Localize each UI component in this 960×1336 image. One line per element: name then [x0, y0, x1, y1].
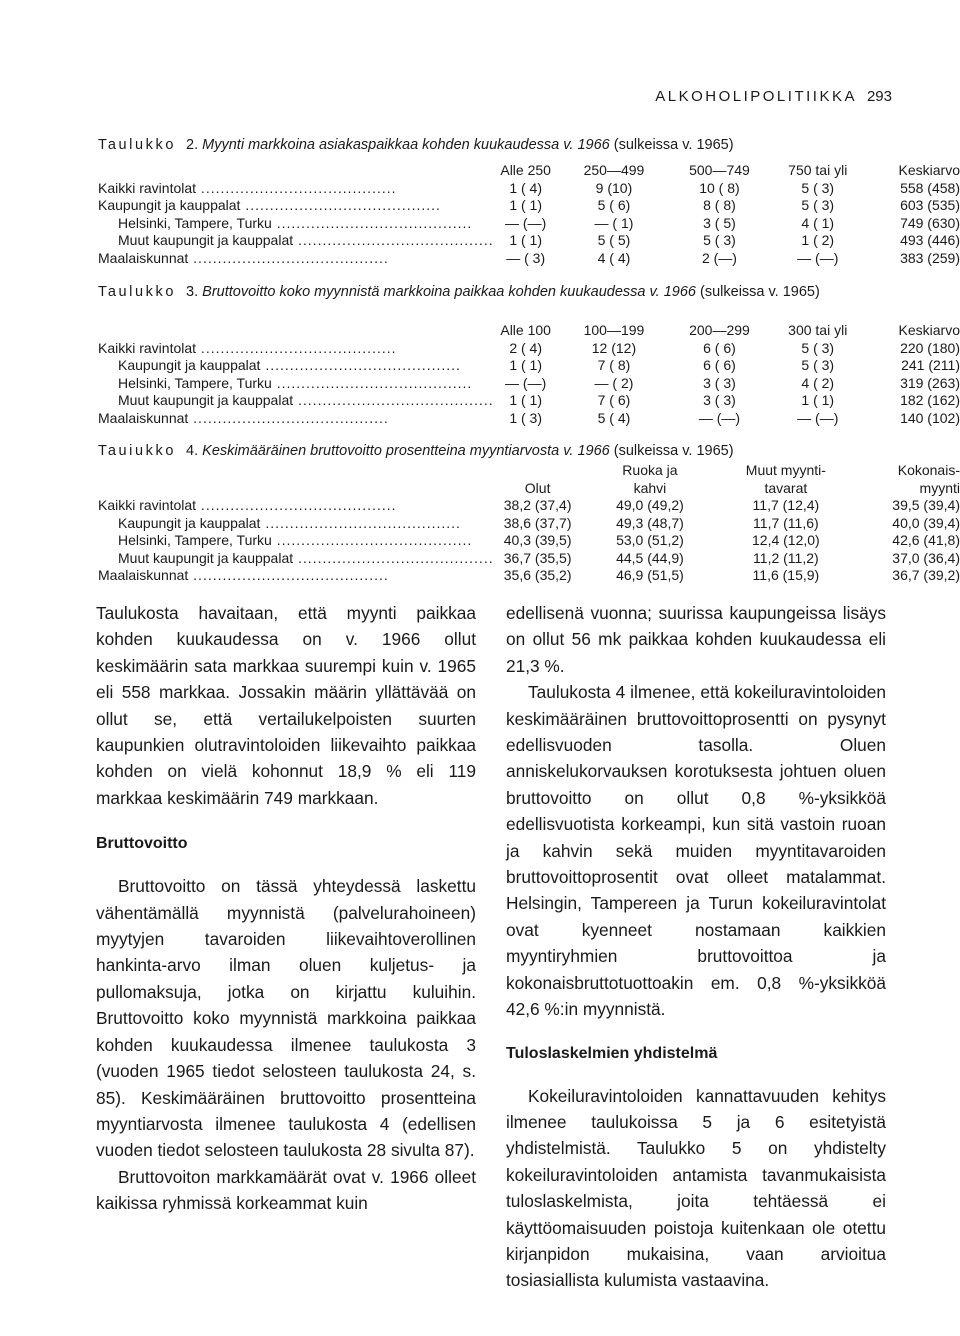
- table-cell: 241 (211): [901, 357, 960, 373]
- table3-col-header: 100—199: [583, 322, 645, 338]
- table-cell: 38,6 (37,7): [503, 514, 572, 531]
- table2-number: 2.: [186, 137, 199, 153]
- leader-dots: ........................................: [271, 532, 473, 548]
- row-label-cell: [98, 232, 494, 250]
- row-label-cell: [98, 532, 494, 550]
- table3-header-stub: [98, 322, 494, 340]
- row-label: Kaupungit ja kauppalat: [98, 197, 241, 213]
- table-cell: 40,0 (39,4): [892, 514, 960, 531]
- leader-dots: ........................................: [188, 409, 389, 426]
- table-cell: 10 ( 8): [699, 179, 740, 196]
- table-row: [98, 410, 960, 428]
- table-cell: 11,7 (11,6): [753, 514, 819, 531]
- row-label: Kaikki ravintolat: [98, 339, 197, 356]
- table-cell: 5 ( 3): [703, 232, 736, 248]
- leader-dots: ........................................: [188, 249, 389, 266]
- table2-col-header: Keskiarvo: [898, 162, 960, 178]
- table-cell: 49,3 (48,7): [616, 514, 684, 531]
- table2-header-stub: [98, 162, 494, 180]
- table-cell: 5 ( 5): [597, 232, 631, 248]
- table3-body: [98, 340, 960, 428]
- table-row: [98, 550, 960, 568]
- row-label: Muut kaupungit ja kauppalat: [118, 392, 294, 408]
- table-cell: 9 (10): [595, 179, 633, 196]
- table-cell: 603 (535): [900, 197, 960, 213]
- row-label: Kaupungit ja kauppalat: [118, 514, 261, 531]
- leader-dots: ........................................: [196, 497, 397, 513]
- table4-col-header: myynti: [919, 479, 960, 496]
- table-cell: 5 ( 3): [801, 197, 835, 213]
- row-label: Kaupungit ja kauppalat: [118, 357, 261, 373]
- table4-col-header: Muut myynti-: [745, 462, 826, 478]
- table-cell: 6 ( 6): [703, 339, 736, 356]
- row-label-cell: [98, 567, 494, 585]
- table2-note: (sulkeissa v. 1965): [613, 137, 734, 153]
- table4-note: (sulkeissa v. 1965): [613, 443, 734, 459]
- leader-dots: ........................................: [260, 514, 461, 531]
- row-label-cell: [98, 497, 494, 515]
- table2-label: Taulukko: [98, 137, 177, 153]
- table-cell: 8 ( 8): [703, 197, 736, 213]
- paragraph: edellisenä vuonna; suurissa kaupungeissa lisäys on ollut 56 mk paikkaa kohden kuukaudessa eli 21,3 %.: [506, 603, 886, 676]
- table-row: [98, 180, 960, 198]
- row-label: Helsinki, Tampere, Turku: [118, 214, 272, 231]
- table4-col-header: kahvi: [633, 479, 667, 496]
- table-row: [98, 515, 960, 533]
- table-cell: 3 ( 3): [703, 392, 736, 408]
- table-cell: 46,9 (51,5): [616, 567, 684, 583]
- table-cell: 3 ( 5): [703, 214, 736, 231]
- table-cell: 36,7 (35,5): [503, 549, 572, 566]
- table4-body: [98, 497, 960, 585]
- table4-header-stub: [98, 462, 494, 480]
- table3-col-header: Keskiarvo: [898, 322, 960, 338]
- row-label-cell: [98, 357, 494, 375]
- row-label-cell: [98, 550, 494, 568]
- running-head: [655, 88, 892, 105]
- page-number: 293: [866, 88, 892, 105]
- table-row: [98, 532, 960, 550]
- table-cell: — (—): [698, 409, 741, 426]
- table3-col-header: 200—299: [689, 322, 750, 338]
- table-cell: 2 (—): [701, 249, 737, 266]
- table2-header-row: [98, 162, 960, 180]
- row-label-cell: [98, 375, 494, 393]
- table4-header-row-1: [98, 462, 960, 480]
- row-label-cell: [98, 340, 494, 358]
- table-cell: 558 (458): [900, 179, 960, 196]
- row-label: Helsinki, Tampere, Turku: [118, 532, 272, 548]
- table-cell: 12 (12): [591, 339, 637, 356]
- table-cell: 5 ( 3): [801, 357, 835, 373]
- table-row: [98, 232, 960, 250]
- row-label-cell: [98, 392, 494, 410]
- leader-dots: ........................................: [293, 232, 494, 248]
- table-cell: 36,7 (39,2): [892, 567, 960, 583]
- table3-header-row: [98, 322, 960, 340]
- row-label: Kaikki ravintolat: [98, 497, 197, 513]
- table-cell: 4 ( 2): [801, 374, 835, 391]
- table-cell: 493 (446): [900, 232, 960, 248]
- table-cell: 1 ( 1): [509, 392, 542, 408]
- paragraph: Taulukosta havaitaan, että myynti paikkaa kohden kuukaudessa on v. 1966 ollut keskimäärin sata markkaa suurempi kuin v. 1965 eli 558 markkaa. Jossakin määrin yllättävää on ollut se, että vertailukelpoisten suurten kaupunkien olutravintoloiden liikevaihto paikkaa kohden on vielä kohonnut 18,9 % eli 119 markkaa keskimäärin 749 markkaan.: [96, 603, 476, 808]
- table-cell: 2 ( 4): [509, 339, 542, 356]
- table3-label: Taulukko: [98, 284, 177, 300]
- table-cell: 140 (102): [900, 409, 960, 426]
- table4-col-header: Ruoka ja: [622, 462, 678, 478]
- paragraph: Bruttovoitto on tässä yhteydessä laskettu vähentämällä myynnistä (palvelurahoineen) myytyjen tavaroiden liikevaihtoverollinen hankinta-arvo ilman oluen kuljetus- ja pullomaksuja, jotka on kirjattu kuluihin. Bruttovoitto koko myynnistä markkoina paikkaa kohden kuukaudessa ilmenee taulukosta 3 (vuoden 1965 tiedot selosteen taulukosta 24, s. 85). Keskimääräinen bruttovoitto prosentteina myyntiarvosta ilmenee taulukosta 4 (edellisen vuoden tiedot selosteen taulukosta 28 sivulta 87).: [96, 876, 476, 1161]
- table-cell: 182 (162): [900, 392, 960, 408]
- leader-dots: ........................................: [196, 339, 397, 356]
- table3-title: Bruttovoitto koko myynnistä markkoina paikkaa kohden kuukaudessa v. 1966: [202, 284, 696, 300]
- table4-header-row-2: [98, 480, 960, 498]
- table4-number: 4.: [186, 443, 199, 459]
- table3-col-header: Alle 100: [500, 322, 551, 338]
- left-column: [96, 600, 476, 1217]
- table2-col-header: 500—749: [689, 162, 750, 178]
- table4-caption: [98, 442, 890, 460]
- row-label: Maalaiskunnat: [98, 409, 189, 426]
- table-cell: — ( 1): [594, 214, 634, 231]
- table3-note: (sulkeissa v. 1965): [700, 284, 820, 300]
- table-cell: 1 ( 1): [801, 392, 835, 408]
- table4: [98, 462, 960, 585]
- table-cell: 383 (259): [900, 249, 960, 266]
- paragraph: Bruttovoiton markkamäärät ovat v. 1966 olleet kaikissa ryhmissä korkeammat kuin: [96, 1166, 476, 1214]
- table-row: [98, 497, 960, 515]
- table4-col-header: Kokonais-: [897, 462, 960, 478]
- table-cell: — (—): [505, 374, 547, 391]
- table3-number: 3.: [186, 284, 199, 300]
- table-cell: 319 (263): [900, 374, 960, 391]
- table3: [98, 322, 960, 427]
- row-label: Muut kaupungit ja kauppalat: [118, 232, 294, 248]
- table2-col-header: 250—499: [583, 162, 645, 178]
- table-cell: 1 ( 1): [509, 357, 542, 373]
- row-label: Kaikki ravintolat: [98, 179, 197, 196]
- table4-title: Keskimääräinen bruttovoitto prosentteina myyntiarvosta v. 1966: [202, 443, 610, 459]
- table-cell: 4 ( 1): [801, 214, 835, 231]
- leader-dots: ........................................: [293, 549, 494, 566]
- row-label-cell: [98, 410, 494, 428]
- row-label: Maalaiskunnat: [98, 249, 189, 266]
- leader-dots: ........................................: [293, 392, 494, 408]
- table-cell: 11,2 (11,2): [753, 549, 819, 566]
- table-cell: 1 ( 4): [509, 179, 542, 196]
- table-cell: 1 ( 1): [509, 197, 542, 213]
- leader-dots: ........................................: [188, 567, 389, 583]
- table-cell: 1 ( 1): [509, 232, 542, 248]
- table-cell: 38,2 (37,4): [503, 497, 572, 513]
- section-heading-bruttovoitto: Bruttovoitto: [96, 835, 188, 853]
- table2-col-header: 750 tai yli: [788, 162, 848, 178]
- leader-dots: ........................................: [271, 374, 473, 391]
- table2-caption: [98, 136, 890, 154]
- table-cell: 12,4 (12,0): [752, 532, 820, 548]
- table-cell: 5 ( 4): [597, 409, 631, 426]
- table-cell: 749 (630): [900, 214, 960, 231]
- table-cell: 5 ( 3): [801, 339, 835, 356]
- table4-col-header: [494, 462, 582, 480]
- table-cell: 220 (180): [900, 339, 960, 356]
- table-cell: 53,0 (51,2): [616, 532, 684, 548]
- table2-title: Myynti markkoina asiakaspaikkaa kohden kuukaudessa v. 1966: [202, 137, 610, 153]
- table-cell: 5 ( 6): [597, 197, 631, 213]
- row-label: Maalaiskunnat: [98, 567, 189, 583]
- table-cell: 49,0 (49,2): [616, 497, 684, 513]
- table-cell: — ( 3): [506, 249, 546, 266]
- table2-col-header: Alle 250: [500, 162, 551, 178]
- table-cell: 11,7 (12,4): [752, 497, 820, 513]
- table-row: [98, 375, 960, 393]
- table-cell: 6 ( 6): [703, 357, 736, 373]
- table-cell: — (—): [797, 249, 839, 266]
- table3-col-header: 300 tai yli: [788, 322, 848, 338]
- table4-header-stub: [98, 480, 494, 498]
- table3-caption: [98, 283, 890, 301]
- table-cell: 39,5 (39,4): [892, 497, 960, 513]
- row-label-cell: [98, 515, 494, 533]
- right-column: [506, 600, 886, 1294]
- section-heading-tuloslaskelmien: Tuloslaskelmien yhdistelmä: [506, 1044, 718, 1062]
- table-row: [98, 567, 960, 585]
- table4-col-header: Olut: [524, 479, 551, 496]
- table-cell: 5 ( 3): [801, 179, 835, 196]
- row-label-cell: [98, 180, 494, 198]
- table-cell: 11,6 (15,9): [752, 567, 820, 583]
- table2-body: [98, 180, 960, 268]
- table-cell: 7 ( 8): [597, 357, 631, 373]
- table4-label: Tauiukko: [98, 443, 177, 459]
- leader-dots: ........................................: [240, 197, 441, 213]
- table-cell: — ( 2): [594, 374, 634, 391]
- table4-col-header: tavarat: [764, 479, 808, 496]
- leader-dots: ........................................: [196, 179, 397, 196]
- table-cell: — (—): [505, 214, 547, 231]
- table-row: [98, 197, 960, 215]
- row-label-cell: [98, 250, 494, 268]
- table-row: [98, 250, 960, 268]
- row-label-cell: [98, 197, 494, 215]
- table-cell: 7 ( 6): [597, 392, 631, 408]
- row-label: Helsinki, Tampere, Turku: [118, 374, 272, 391]
- journal-title: ALKOHOLIPOLITIIKKA: [655, 88, 857, 105]
- paragraph: Kokeiluravintoloiden kannattavuuden kehitys ilmenee taulukoissa 5 ja 6 esitetyistä yhdistelmistä. Taulukko 5 on yhdistelty kokeiluravintoloiden antamista tavanmukaisista tuloslaskelmista, joita tehtäessä ei käyttöomaisuuden poistoja kuitenkaan ole otettu kirjanpidon mukaisina, vaan arvioitua tosiasiallista kulumista vastaavina.: [506, 1085, 886, 1291]
- leader-dots: ........................................: [260, 357, 461, 373]
- table-cell: 44,5 (44,9): [616, 549, 684, 566]
- table-cell: 3 ( 3): [703, 374, 736, 391]
- leader-dots: ........................................: [271, 214, 473, 231]
- row-label-cell: [98, 215, 494, 233]
- table-cell: 1 ( 2): [801, 232, 835, 248]
- table-cell: 40,3 (39,5): [503, 532, 572, 548]
- table-row: [98, 357, 960, 375]
- table-row: [98, 340, 960, 358]
- table-cell: 35,6 (35,2): [503, 567, 572, 583]
- table-cell: 37,0 (36,4): [892, 549, 960, 566]
- paragraph: Taulukosta 4 ilmenee, että kokeiluravintoloiden keskimääräinen bruttovoittoprosentti on pysynyt edellisvuoden tasolla. Oluen anniskelukorvauksen korotuksesta johtuen oluen bruttovoitto on ollut 0,8 %-yksikköä edellisvuotista korkeampi, kun sitä vastoin ruoan ja kahvin sekä muiden myyntitavaroiden bruttovoittoprosentit ovat olleet matalammat. Helsingin, Tampereen ja Turun kokeiluravintolat ovat kyenneet nostamaan kaikkien myyntiryhmien bruttovoittoa ja kokonaisbruttotuottoakin em. 0,8 %-yksikköä 42,6 %:in myynnistä.: [506, 682, 886, 1020]
- table-cell: 42,6 (41,8): [892, 532, 960, 548]
- row-label: Muut kaupungit ja kauppalat: [118, 549, 294, 566]
- table-cell: — (—): [797, 409, 839, 426]
- table-row: [98, 215, 960, 233]
- table-cell: 4 ( 4): [597, 249, 631, 266]
- table-cell: 1 ( 3): [509, 409, 542, 426]
- table-row: [98, 392, 960, 410]
- table2: [98, 162, 960, 267]
